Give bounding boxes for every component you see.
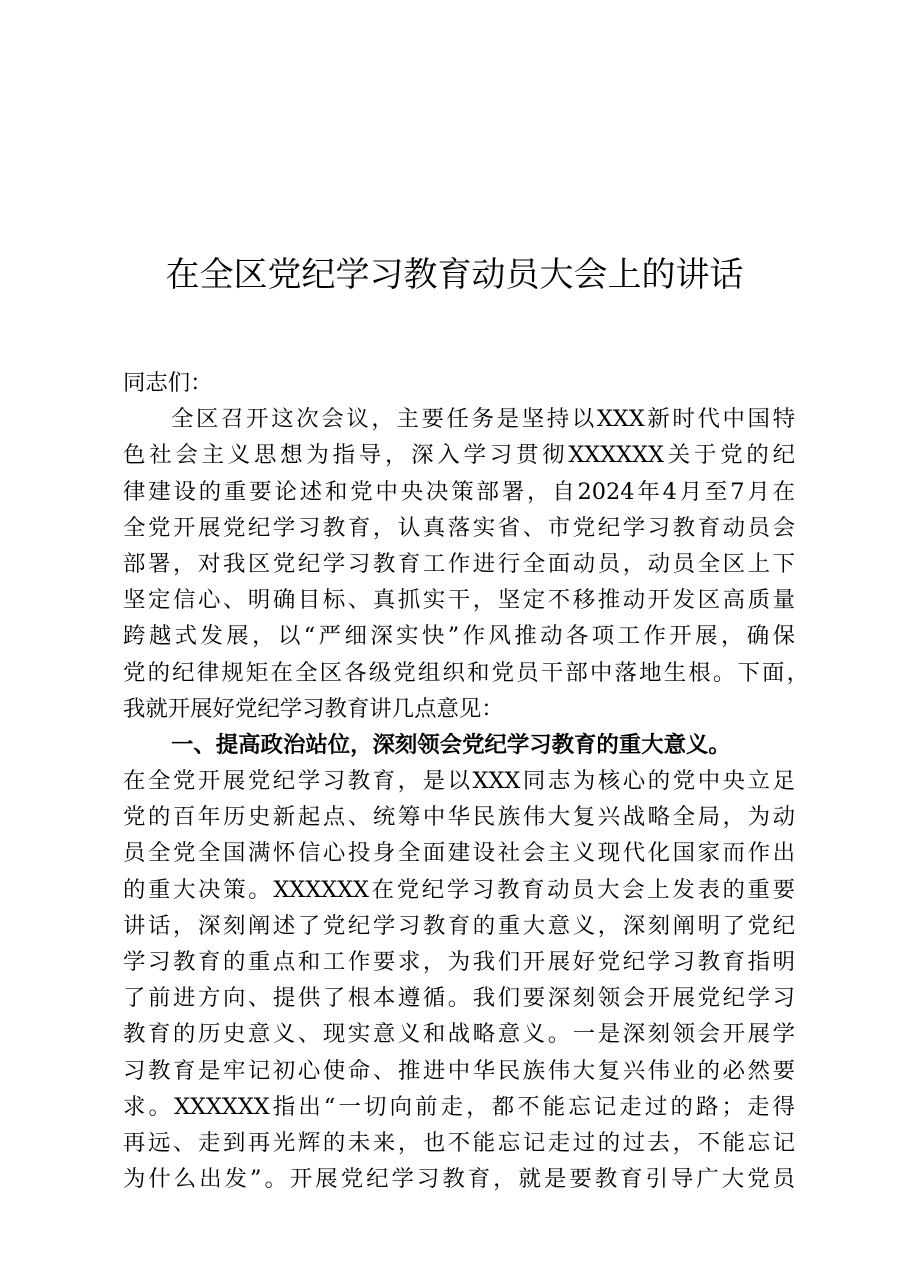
paragraph-line: 全区召开这次会议，主要任务是坚持以XXX新时代中国特 <box>171 406 795 433</box>
paragraph-line: 全党开展党纪学习教育，认真落实省、市党纪学习教育动员会 <box>123 514 795 541</box>
salutation-line: 同志们： <box>123 370 213 396</box>
paragraph-line: 讲话，深刻阐述了党纪学习教育的重大意义，深刻阐明了党纪 <box>123 912 795 939</box>
paragraph-line: 部署，对我区党纪学习教育工作进行全面动员，动员全区上下 <box>123 550 795 577</box>
document-title: 在全区党纪学习教育动员大会上的讲话 <box>165 255 744 295</box>
paragraph-line: 跨越式发展，以“严细深实快”作风推动各项工作开展，确保 <box>123 623 795 650</box>
paragraph-line: 在全党开展党纪学习教育，是以XXX同志为核心的党中央立足 <box>123 768 795 795</box>
paragraph-line: 学习教育的重点和工作要求，为我们开展好党纪学习教育指明 <box>123 949 795 975</box>
paragraph-line: 坚定信心、明确目标、真抓实干，坚定不移推动开发区高质量 <box>123 587 795 614</box>
document-body <box>123 365 809 1197</box>
paragraph-line: 我就开展好党纪学习教育讲几点意见： <box>123 695 504 722</box>
section-heading: 一、提高政治站位，深刻领会党纪学习教育的重大意义。 <box>171 731 731 758</box>
paragraph-line: 的重大决策。XXXXXX在党纪学习教育动员大会上发表的重要 <box>123 876 795 903</box>
paragraph-line: 习教育是牢记初心使命、推进中华民族伟大复兴伟业的必然要 <box>123 1057 795 1084</box>
paragraph-line: 教育的历史意义、现实意义和战略意义。一是深刻领会开展学 <box>123 1021 795 1048</box>
paragraph-line: 员全党全国满怀信心投身全面建设社会主义现代化国家而作出 <box>123 840 795 867</box>
paragraph-line: 了前进方向、提供了根本遵循。我们要深刻领会开展党纪学习 <box>123 985 795 1012</box>
paragraph-line: 律建设的重要论述和党中央决策部署，自2024年4月至7月在 <box>123 478 795 505</box>
paragraph-line: 色社会主义思想为指导，深入学习贯彻XXXXXX关于党的纪 <box>123 442 795 469</box>
paragraph-line: 为什么出发”。开展党纪学习教育，就是要教育引导广大党员 <box>123 1166 795 1193</box>
paragraph-line: 求。XXXXXX指出“一切向前走，都不能忘记走过的路；走得 <box>123 1093 795 1120</box>
paragraph-line: 党的纪律规矩在全区各级党组织和党员干部中落地生根。下面， <box>123 659 809 686</box>
paragraph-line: 再远、走到再光辉的未来，也不能忘记走过的过去，不能忘记 <box>123 1129 795 1156</box>
paragraph-line: 党的百年历史新起点、统筹中华民族伟大复兴战略全局，为动 <box>123 804 795 831</box>
